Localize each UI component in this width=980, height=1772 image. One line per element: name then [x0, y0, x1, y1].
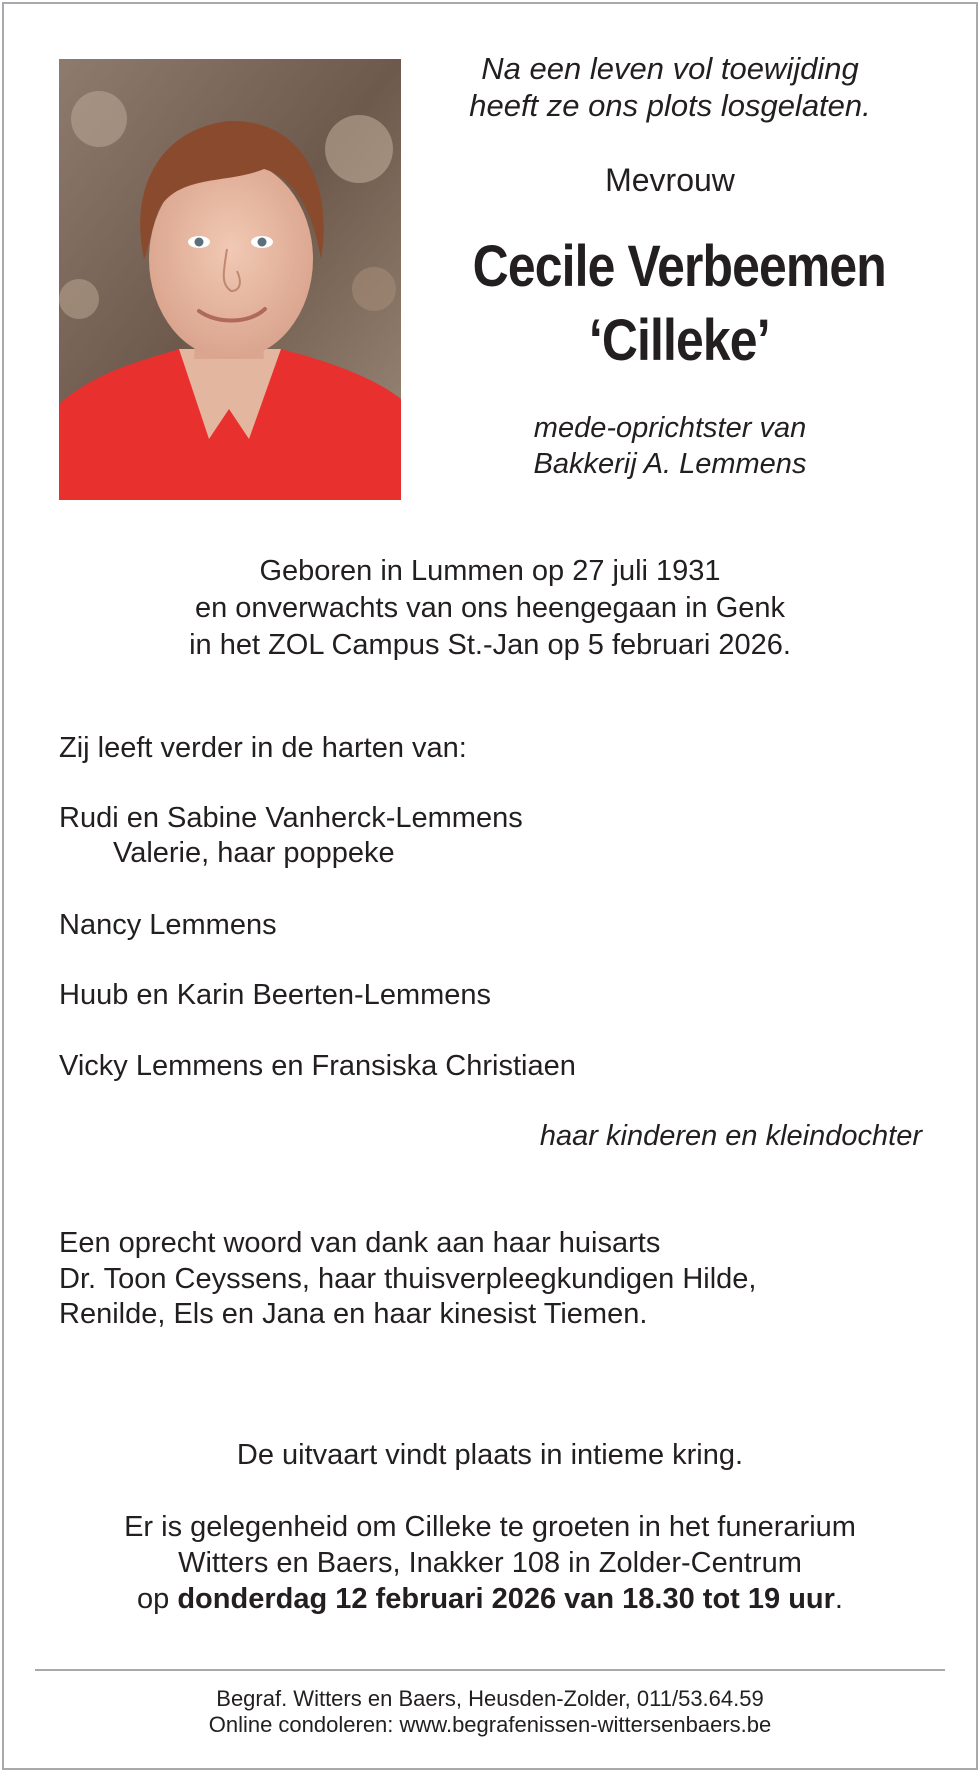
visit-date: donderdag 12 februari 2026 van 18.30 tot 19 uur — [177, 1583, 835, 1615]
family-entry: Rudi en Sabine Vanherck-Lemmens — [59, 802, 523, 834]
visit-date-line — [0, 1581, 980, 1617]
family-entry: Nancy Lemmens — [59, 909, 277, 941]
intro-line: Na een leven vol toewijding — [481, 51, 859, 86]
intro-line: heeft ze ons plots losgelaten. — [469, 88, 871, 123]
family-entry: Valerie, haar poppeke — [113, 837, 395, 869]
portrait-photo — [59, 59, 401, 500]
visit-line: Witters en Baers, Inakker 108 in Zolder-Centrum — [178, 1547, 802, 1579]
role-description — [420, 410, 920, 482]
visit-line: Er is gelegenheid om Cilleke te groeten in het funerarium — [124, 1511, 856, 1543]
death-place-line: in het ZOL Campus St.-Jan op 5 februari 2026. — [189, 629, 791, 661]
family-entry: Vicky Lemmens en Fransiska Christiaen — [59, 1050, 576, 1082]
visitation-info — [0, 1509, 980, 1617]
nickname: ‘Cilleke’ — [588, 308, 770, 373]
visit-suffix: . — [834, 1583, 843, 1615]
footer — [0, 1686, 980, 1738]
thanks-line: Renilde, Els en Jana en haar kinesist Tiemen. — [59, 1298, 648, 1330]
honorific: Mevrouw — [605, 162, 735, 198]
thanks-line: Dr. Toon Ceyssens, haar thuisverpleegkundigen Hilde, — [59, 1263, 757, 1295]
funeral-home-contact: Begraf. Witters en Baers, Heusden-Zolder, 011/53.64.59 — [216, 1686, 764, 1711]
visit-prefix: op — [137, 1583, 170, 1615]
footer-divider — [35, 1669, 945, 1671]
online-condolences: Online condoleren: www.begrafenissen-wittersenbaers.be — [208, 1712, 772, 1737]
deceased-name — [456, 230, 903, 378]
birth-line: Geboren in Lummen op 27 juli 1931 — [259, 555, 721, 587]
intro-quote — [420, 50, 920, 124]
thanks-line: Een oprecht woord van dank aan haar huisarts — [59, 1227, 661, 1259]
funeral-notice: De uitvaart vindt plaats in intieme kring. — [236, 1439, 744, 1471]
role-line: mede-oprichtster van — [533, 412, 807, 444]
family-closing: haar kinderen en kleindochter — [539, 1120, 922, 1152]
family-heading: Zij leeft verder in de harten van: — [59, 732, 467, 764]
death-line: en onverwachts van ons heengegaan in Genk — [194, 592, 786, 624]
birth-death-info — [0, 553, 980, 664]
family-entry: Huub en Karin Beerten-Lemmens — [59, 979, 492, 1011]
role-line: Bakkerij A. Lemmens — [533, 448, 807, 480]
full-name: Cecile Verbeemen — [472, 234, 886, 299]
